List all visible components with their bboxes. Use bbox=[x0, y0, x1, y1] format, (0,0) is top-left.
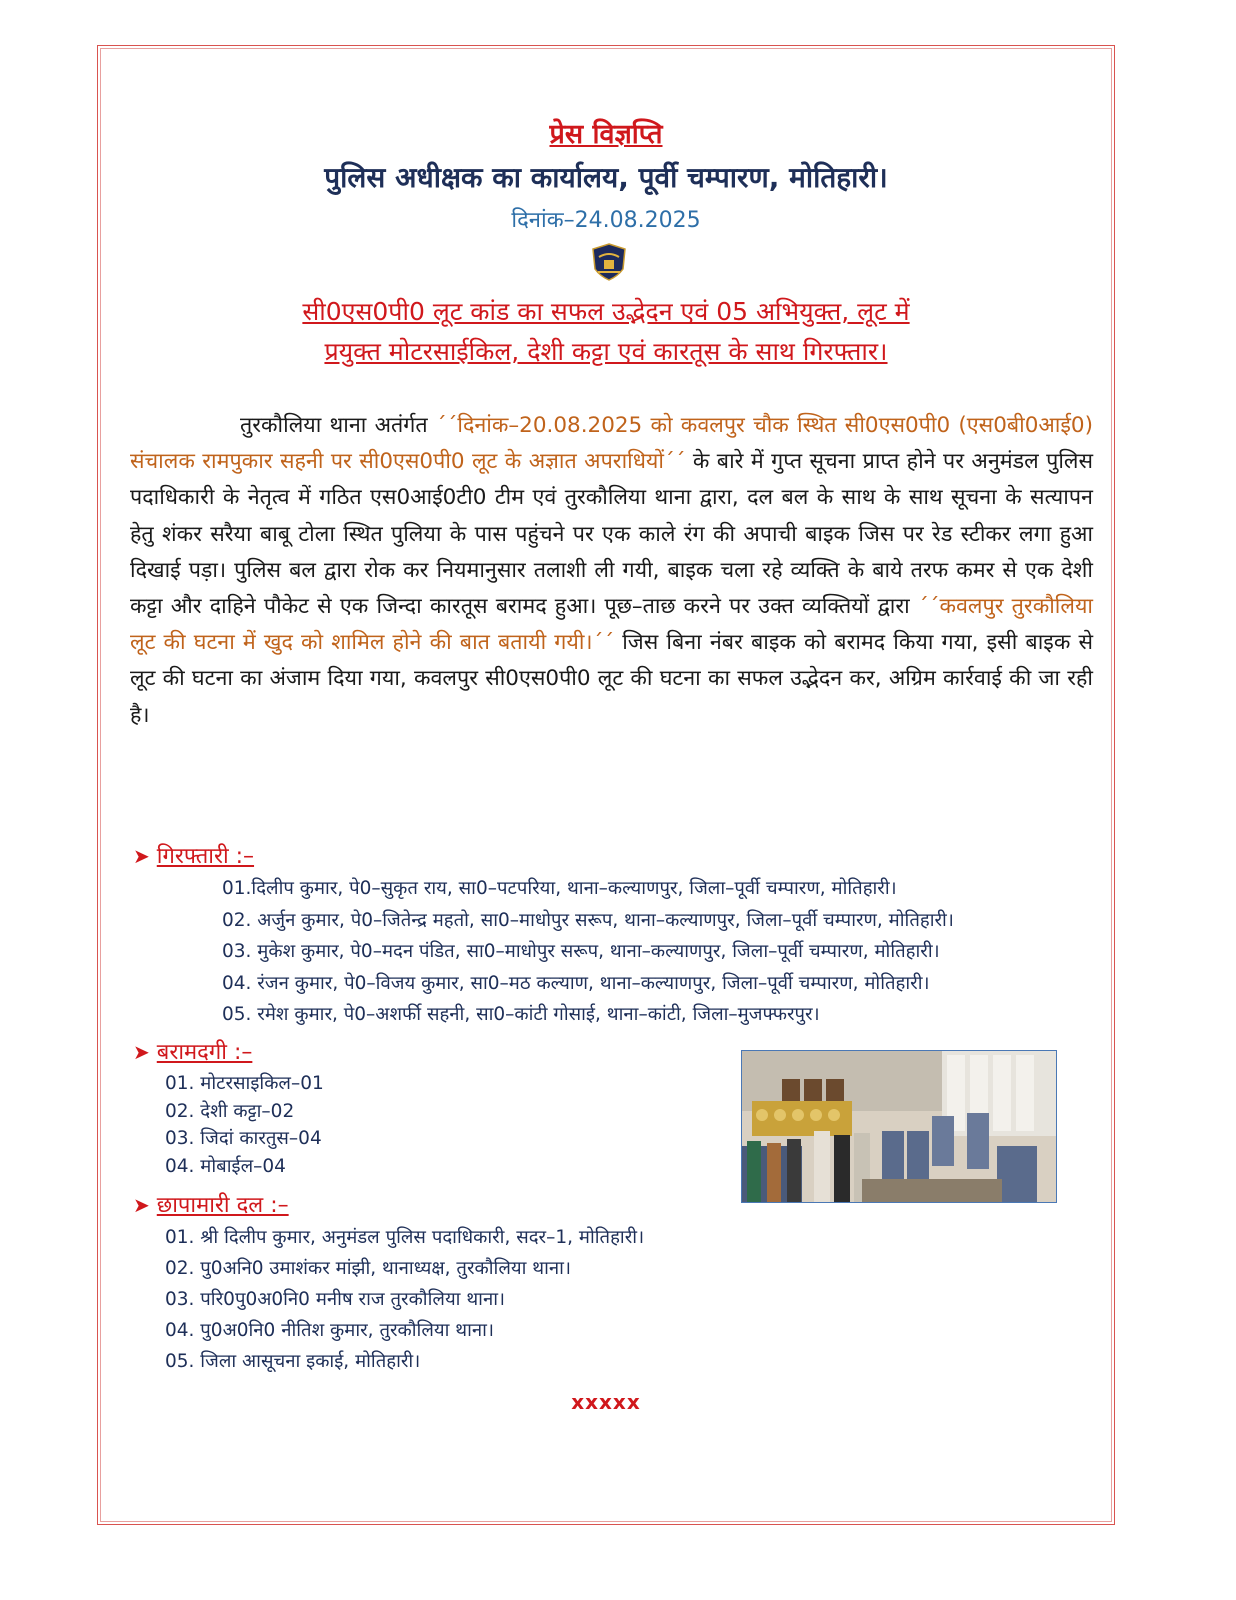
subject-line-2: प्रयुक्त मोटरसाईकिल, देशी कट्टा एवं कारतूस के साथ गिरफ्तार। bbox=[324, 337, 888, 366]
bihar-police-emblem-icon bbox=[592, 243, 626, 283]
list-item: 05. रमेश कुमार, पे0–अशर्फी सहनी, सा0–कांटी गोसाई, थाना–कांटी, जिला–मुजफ्फरपुर। bbox=[222, 1004, 820, 1025]
body-quote-1: ´´दिनांक–20.08.2025 को कवलपुर चौक स्थित सी0एस0पी0 (एस0बी0आई0) संचालक रामपुकार सहनी पर सी0एस0पी0 लूट के अज्ञात अपराधियों´´ bbox=[130, 413, 1093, 475]
raid-team-title: छापामारी दल :– bbox=[156, 1193, 289, 1218]
list-item: 02. अर्जुन कुमार, पे0–जितेन्द्र महतो, सा0–माधोपुर सरूप, थाना–कल्याणपुर, जिला–पूर्वी चम्पारण, मोतिहारी। bbox=[222, 909, 954, 931]
list-item: 03. परि0पु0अ0नि0 मनीष राज तुरकौलिया थाना। bbox=[165, 1289, 506, 1310]
release-date: दिनांक–24.08.2025 bbox=[511, 208, 701, 233]
subject-line-1: सी0एस0पी0 लूट कांड का सफल उद्भेदन एवं 05 अभियुक्त, लूट में bbox=[302, 297, 910, 326]
footer-marker: xxxxx bbox=[571, 1390, 641, 1414]
body-paragraph bbox=[130, 408, 1093, 734]
arrest-photo bbox=[741, 1050, 1057, 1203]
body-text-1: तुरकौलिया थाना अतंर्गत bbox=[240, 413, 436, 438]
recovery-title: बरामदगी :– bbox=[156, 1040, 253, 1065]
list-item: 02. पु0अनि0 उमाशंकर मांझी, थानाध्यक्ष, तुरकौलिया थाना। bbox=[165, 1258, 571, 1279]
arrests-list bbox=[222, 873, 954, 1031]
recovery-list bbox=[165, 1070, 324, 1180]
recovery-heading bbox=[133, 1036, 252, 1066]
list-item: 01. श्री दिलीप कुमार, अनुमंडल पुलिस पदाधिकारी, सदर–1, मोतिहारी। bbox=[165, 1227, 645, 1248]
press-release-title: प्रेस विज्ञप्ति bbox=[549, 119, 663, 150]
body-text-3: जिस बिना नंबर बाइक को बरामद किया गया, इसी बाइक से लूट की घटना का अंजाम दिया गया, कवलपुर सी0एस0पी0 लूट की घटना का सफल उद्भेदन कर, अग्रिम कार्रवाई की जा रही है। bbox=[130, 630, 1093, 728]
arrow-icon: ➤ bbox=[133, 844, 150, 868]
list-item: 01.दिलीप कुमार, पे0–सुकृत राय, सा0–पटपरिया, थाना–कल्याणपुर, जिला–पूर्वी चम्पारण, मोतिहारी। bbox=[222, 878, 897, 899]
body-quote-2: ´´कवलपुर तुरकौलिया लूट की घटना में खुद को शामिल होने की बात बतायी गयी।´´ bbox=[130, 594, 1093, 656]
list-item: 03. जिदां कारतुस–04 bbox=[165, 1128, 322, 1149]
subject bbox=[100, 292, 1112, 372]
raid-team-heading bbox=[133, 1189, 289, 1219]
list-item: 03. मुकेश कुमार, पे0–मदन पंडित, सा0–माधोपुर सरूप, थाना–कल्याणपुर, जिला–पूर्वी चम्पारण, मोतिहारी। bbox=[222, 941, 940, 962]
list-item: 01. मोटरसाइकिल–01 bbox=[165, 1073, 324, 1094]
list-item: 04. मोबाईल–04 bbox=[165, 1155, 286, 1177]
list-item: 04. पु0अ0नि0 नीतिश कुमार, तुरकौलिया थाना। bbox=[165, 1320, 494, 1341]
arrow-icon: ➤ bbox=[133, 1040, 150, 1064]
raid-team-list bbox=[165, 1222, 644, 1377]
arrests-title: गिरफ्तारी :– bbox=[156, 844, 255, 869]
list-item: 04. रंजन कुमार, पे0–विजय कुमार, सा0–मठ कल्याण, थाना–कल्याणपुर, जिला–पूर्वी चम्पारण, मोतिहारी। bbox=[222, 972, 930, 994]
office-name: पुलिस अधीक्षक का कार्यालय, पूर्वी चम्पारण, मोतिहारी। bbox=[324, 161, 888, 194]
arrests-heading bbox=[133, 840, 254, 870]
arrow-icon: ➤ bbox=[133, 1193, 150, 1217]
body-text-2: के बारे में गुप्त सूचना प्राप्त होने पर अनुमंडल पुलिस पदाधिकारी के नेतृत्व में गठित एस0आई0टी0 टीम एवं तुरकौलिया थाना द्वारा, दल बल के साथ के साथ सूचना के सत्यापन हेतु शंकर सरैया बाबू टोला स्थित पुलिया के पास पहुंचने पर एक काले रंग की अपाची बाइक जिस पर रेड स्टीकर लगा हुआ दिखाई पड़ा। पुलिस बल द्वारा रोक कर नियमानुसार तलाशी ली गयी, बाइक चला रहे व्यक्ति के बाये तरफ कमर से एक देशी कट्टा और दाहिने पौकेट से एक जिन्दा कारतूस बरामद हुआ। पूछ–ताछ करने पर उक्त व्यक्तियों द्वारा bbox=[130, 449, 1093, 620]
list-item: 05. जिला आसूचना इकाई, मोतिहारी। bbox=[165, 1351, 421, 1372]
list-item: 02. देशी कट्टा–02 bbox=[165, 1100, 295, 1122]
